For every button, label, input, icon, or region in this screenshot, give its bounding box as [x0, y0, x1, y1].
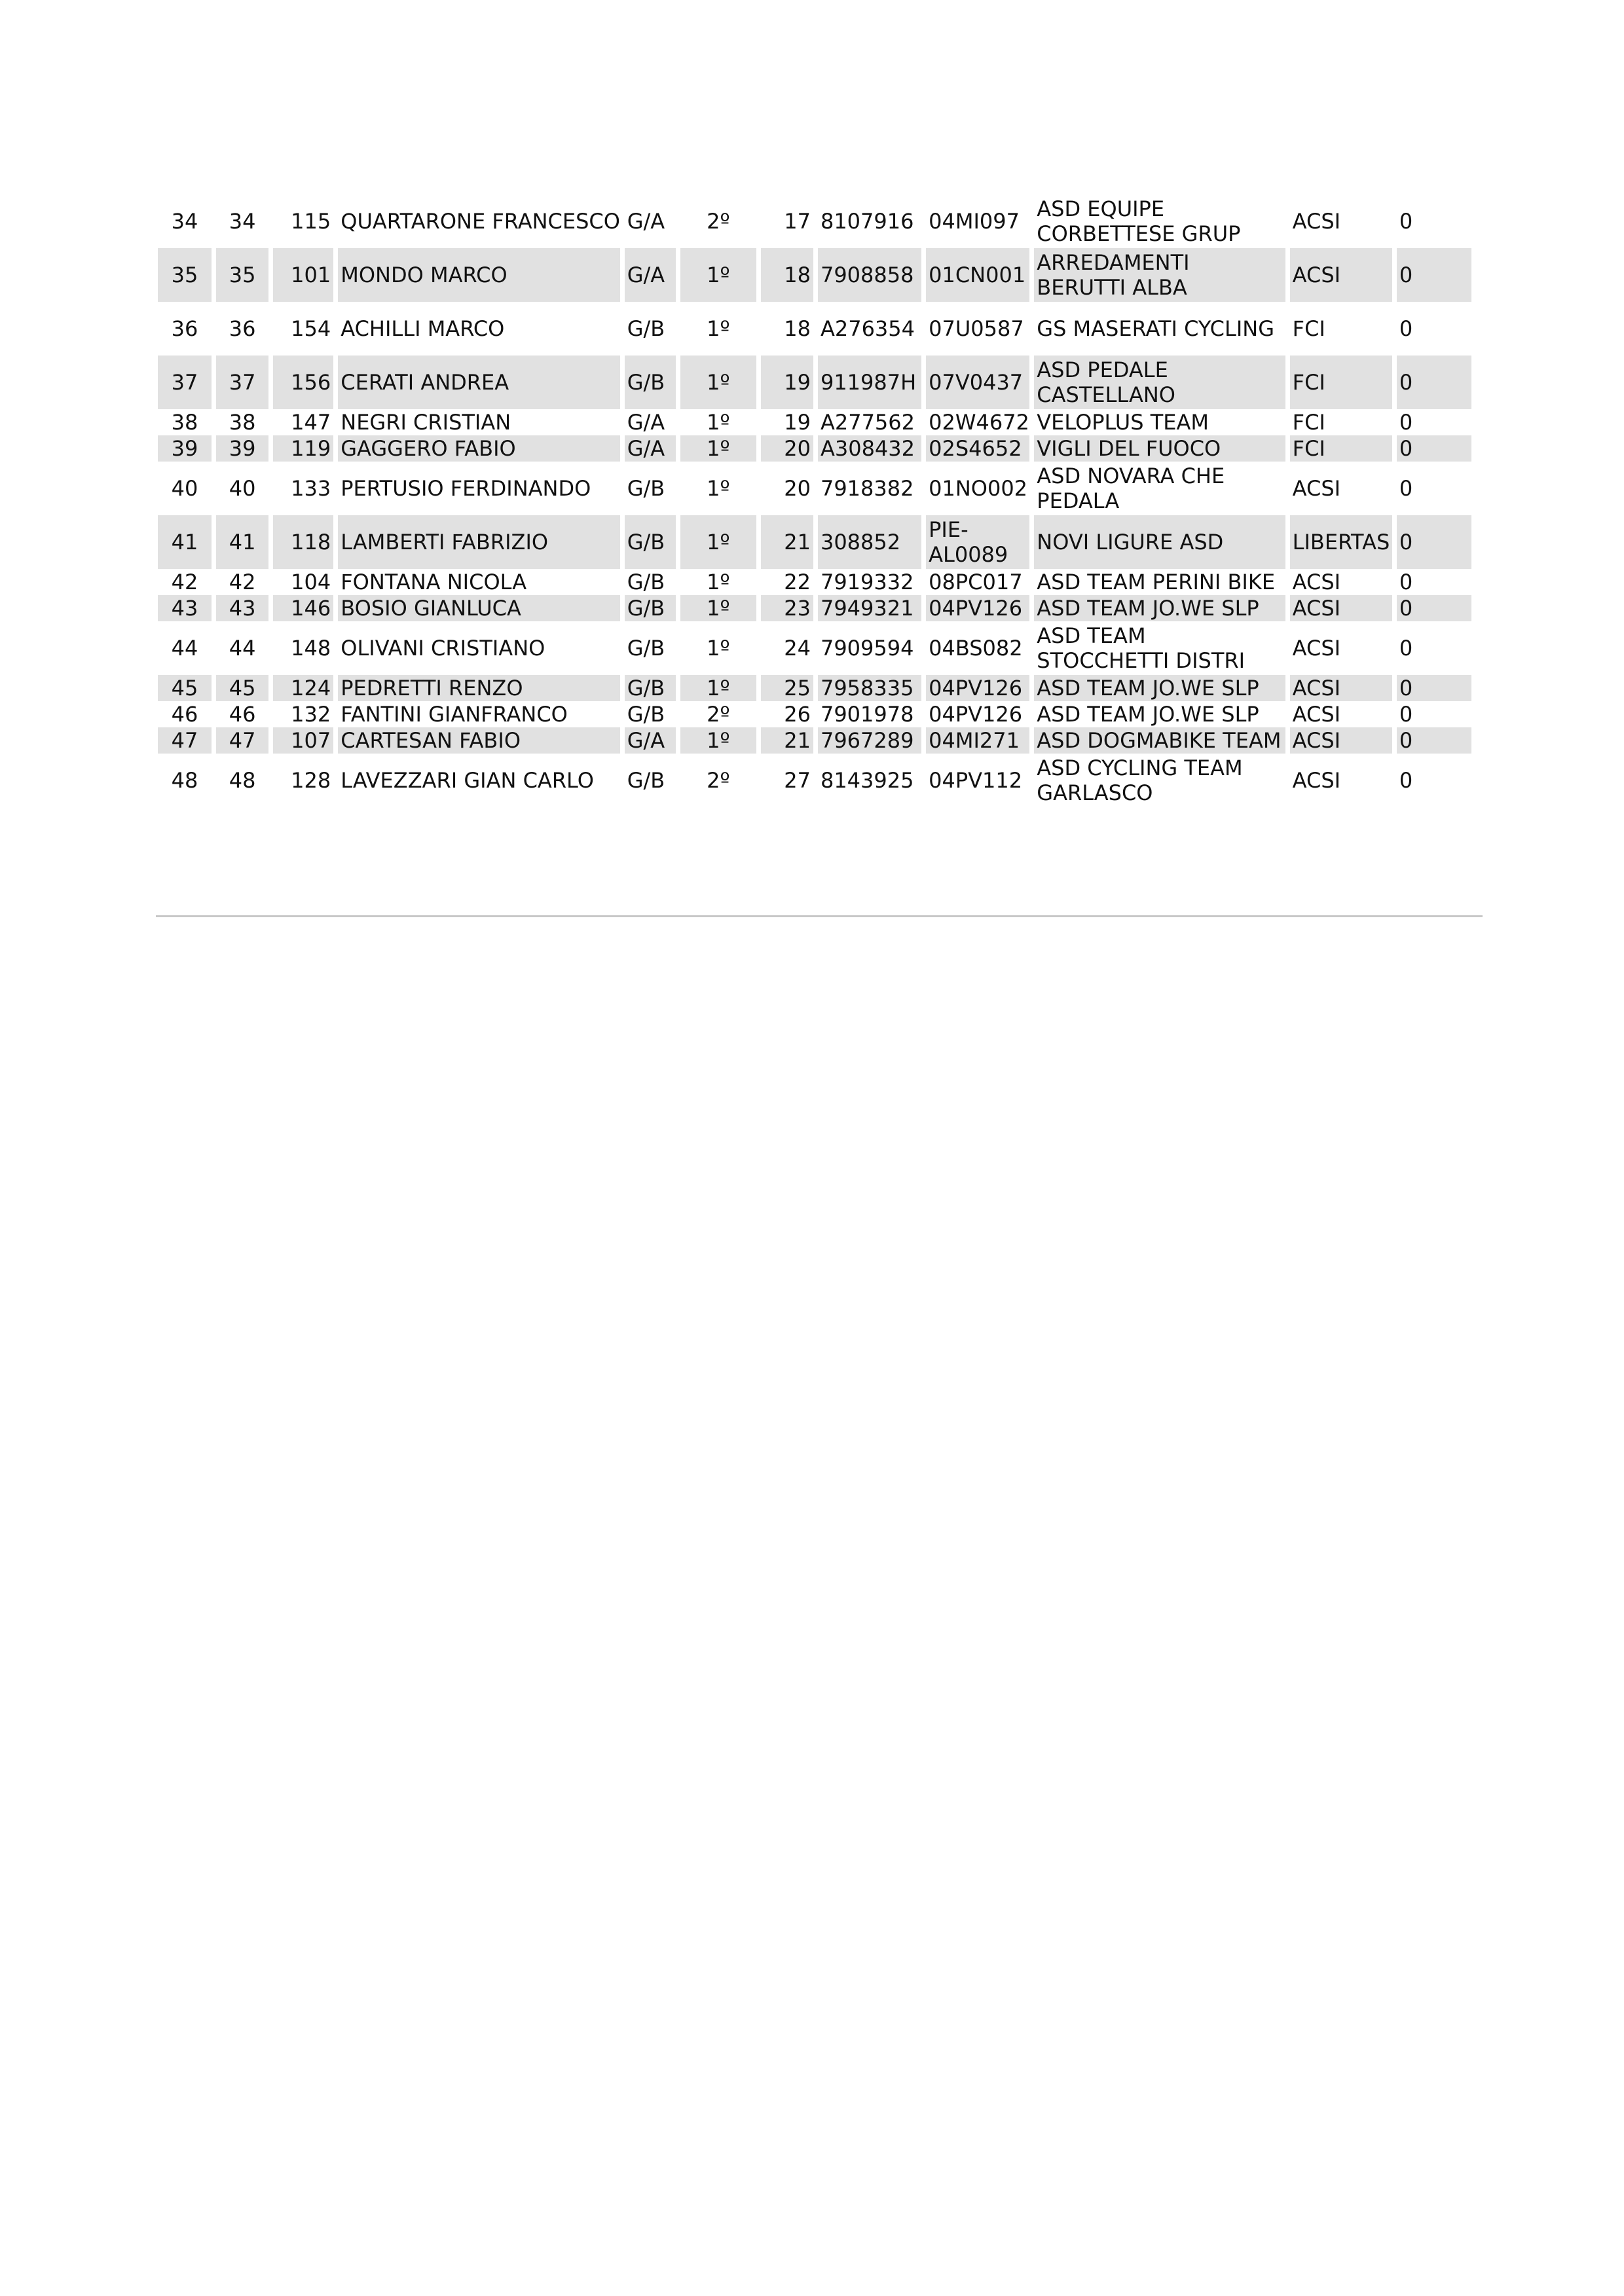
- cell-category-position: 44: [229, 636, 256, 661]
- table-row: [158, 754, 1471, 807]
- cell-team-code: 04MI271: [926, 727, 1029, 754]
- cell-federation: FCI: [1292, 410, 1325, 435]
- results-table: [153, 194, 1476, 807]
- cell-team-code: PIE-AL0089: [926, 515, 1029, 569]
- cell-team-code: 08PC017: [929, 570, 1023, 594]
- cell-rank: 18: [784, 316, 811, 341]
- cell-category-position: 47: [216, 727, 268, 754]
- cell-category-position: 37: [216, 355, 268, 409]
- cell-team-code: 04PV126: [929, 702, 1023, 727]
- table-row: [158, 621, 1471, 675]
- table-row: [158, 355, 1471, 409]
- table-row: [158, 435, 1471, 462]
- cell-license: 308852: [818, 515, 921, 569]
- cell-license: A308432: [818, 435, 921, 462]
- cell-rank: 27: [784, 768, 811, 793]
- cell-rank: 25: [761, 675, 813, 701]
- cell-bib-number: 132: [291, 702, 331, 727]
- cell-team-name: ASD PEDALE CASTELLANO: [1034, 355, 1285, 409]
- cell-rank: 21: [761, 515, 813, 569]
- cell-points: 0: [1397, 515, 1471, 569]
- table-row: [158, 675, 1471, 701]
- cell-category-position: 43: [216, 595, 268, 621]
- cell-position: 39: [158, 435, 212, 462]
- cell-rank: 20: [761, 435, 813, 462]
- cell-rank: 24: [784, 636, 811, 661]
- cell-points: 0: [1399, 768, 1413, 793]
- cell-class: 1º: [680, 675, 756, 701]
- cell-category-position: 39: [216, 435, 268, 462]
- cell-federation: ACSI: [1290, 595, 1392, 621]
- cell-position: 45: [158, 675, 212, 701]
- table-row: [158, 462, 1471, 515]
- cell-team-name: GS MASERATI CYCLING: [1037, 316, 1274, 341]
- cell-points: 0: [1399, 316, 1413, 341]
- cell-points: 0: [1397, 727, 1471, 754]
- cell-rider-name: FANTINI GIANFRANCO: [341, 702, 568, 727]
- cell-rank: 19: [761, 355, 813, 409]
- cell-rider-name: CERATI ANDREA: [338, 355, 619, 409]
- cell-points: 0: [1397, 355, 1471, 409]
- table-row: [158, 727, 1471, 754]
- cell-license: 7908858: [818, 248, 921, 302]
- cell-class: 1º: [680, 355, 756, 409]
- cell-federation: ACSI: [1292, 702, 1341, 727]
- cell-license: 7958335: [818, 675, 921, 701]
- cell-federation: ACSI: [1290, 727, 1392, 754]
- cell-bib-number: 148: [291, 636, 331, 661]
- cell-class: 1º: [680, 435, 756, 462]
- cell-license: A276354: [820, 316, 915, 341]
- cell-federation: ACSI: [1290, 248, 1392, 302]
- cell-class: 2º: [707, 768, 730, 793]
- cell-category: G/B: [627, 316, 665, 341]
- cell-category-position: 41: [216, 515, 268, 569]
- cell-federation: ACSI: [1292, 476, 1341, 501]
- cell-federation: LIBERTAS: [1290, 515, 1392, 569]
- cell-federation: ACSI: [1292, 636, 1341, 661]
- cell-category-position: 45: [216, 675, 268, 701]
- cell-bib-number: 107: [273, 727, 333, 754]
- cell-position: 48: [171, 768, 198, 793]
- cell-team-code: 01CN001: [926, 248, 1029, 302]
- cell-category-position: 40: [229, 476, 256, 501]
- cell-category-position: 46: [229, 702, 256, 727]
- cell-points: 0: [1399, 636, 1413, 661]
- table-row: [158, 515, 1471, 569]
- table-row: [158, 302, 1471, 355]
- cell-federation: ACSI: [1292, 209, 1341, 234]
- cell-class: 1º: [680, 248, 756, 302]
- cell-category: G/B: [627, 636, 665, 661]
- cell-team-code: 07U0587: [929, 316, 1024, 341]
- cell-position: 36: [171, 316, 198, 341]
- cell-rank: 20: [784, 476, 811, 501]
- cell-points: 0: [1399, 209, 1413, 234]
- cell-category: G/A: [625, 248, 676, 302]
- cell-federation: FCI: [1290, 435, 1392, 462]
- cell-class: 1º: [707, 410, 730, 435]
- cell-class: 1º: [680, 727, 756, 754]
- cell-team-name: ASD TEAM STOCCHETTI DISTRI: [1037, 623, 1246, 673]
- cell-bib-number: 154: [291, 316, 331, 341]
- cell-rider-name: ACHILLI MARCO: [341, 316, 505, 341]
- cell-team-name: ASD CYCLING TEAM GARLASCO: [1037, 756, 1243, 805]
- horizontal-rule: [156, 915, 1483, 917]
- table-row: [158, 701, 1471, 727]
- cell-federation: ACSI: [1292, 570, 1341, 594]
- cell-category: G/B: [625, 355, 676, 409]
- cell-team-name: VELOPLUS TEAM: [1037, 410, 1209, 435]
- cell-category: G/A: [625, 435, 676, 462]
- cell-rider-name: QUARTARONE FRANCESCO: [341, 209, 620, 234]
- cell-rank: 26: [784, 702, 811, 727]
- cell-team-code: 02W4672: [929, 410, 1029, 435]
- cell-bib-number: 115: [291, 209, 331, 234]
- cell-license: 8107916: [820, 209, 914, 234]
- cell-license: A277562: [820, 410, 915, 435]
- cell-team-name: ARREDAMENTI BERUTTI ALBA: [1034, 248, 1285, 302]
- cell-team-code: 04PV126: [926, 595, 1029, 621]
- cell-federation: FCI: [1292, 316, 1325, 341]
- cell-points: 0: [1399, 702, 1413, 727]
- cell-team-code: 04PV112: [929, 768, 1023, 793]
- cell-bib-number: 118: [273, 515, 333, 569]
- cell-rider-name: OLIVANI CRISTIANO: [341, 636, 545, 661]
- cell-license: 7919332: [820, 570, 914, 594]
- cell-rank: 23: [761, 595, 813, 621]
- cell-category: G/B: [627, 702, 665, 727]
- cell-position: 43: [158, 595, 212, 621]
- cell-license: 7949321: [818, 595, 921, 621]
- cell-points: 0: [1397, 435, 1471, 462]
- cell-points: 0: [1399, 410, 1413, 435]
- cell-category: G/B: [625, 595, 676, 621]
- cell-category-position: 48: [229, 768, 256, 793]
- cell-rank: 17: [784, 209, 811, 234]
- cell-category-position: 35: [216, 248, 268, 302]
- cell-team-code: 04PV126: [926, 675, 1029, 701]
- cell-points: 0: [1397, 248, 1471, 302]
- cell-team-code: 04BS082: [929, 636, 1023, 661]
- cell-category: G/B: [625, 675, 676, 701]
- cell-license: 911987H: [818, 355, 921, 409]
- cell-team-name: ASD TEAM JO.WE SLP: [1037, 702, 1259, 727]
- cell-team-name: ASD DOGMABIKE TEAM: [1034, 727, 1285, 754]
- table-row: [158, 248, 1471, 302]
- cell-bib-number: 128: [291, 768, 331, 793]
- cell-position: 42: [171, 570, 198, 594]
- table-row: [158, 595, 1471, 621]
- cell-class: 1º: [707, 316, 730, 341]
- cell-position: 37: [158, 355, 212, 409]
- cell-team-code: 02S4652: [926, 435, 1029, 462]
- results-table-body: [158, 194, 1471, 807]
- cell-position: 44: [171, 636, 198, 661]
- cell-team-code: 04MI097: [929, 209, 1020, 234]
- cell-class: 1º: [707, 476, 730, 501]
- cell-position: 40: [171, 476, 198, 501]
- cell-rank: 22: [784, 570, 811, 594]
- cell-category-position: 42: [229, 570, 256, 594]
- cell-federation: ACSI: [1292, 768, 1341, 793]
- cell-federation: ACSI: [1290, 675, 1392, 701]
- cell-rider-name: PERTUSIO FERDINANDO: [341, 476, 591, 501]
- cell-class: 1º: [680, 515, 756, 569]
- cell-rider-name: LAMBERTI FABRIZIO: [338, 515, 619, 569]
- cell-bib-number: 124: [273, 675, 333, 701]
- cell-license: 7918382: [820, 476, 914, 501]
- cell-category-position: 36: [229, 316, 256, 341]
- cell-bib-number: 133: [291, 476, 331, 501]
- cell-rider-name: CARTESAN FABIO: [338, 727, 619, 754]
- cell-rider-name: BOSIO GIANLUCA: [338, 595, 619, 621]
- table-row: [158, 409, 1471, 435]
- cell-points: 0: [1399, 476, 1413, 501]
- cell-class: 1º: [707, 636, 730, 661]
- cell-position: 46: [171, 702, 198, 727]
- cell-position: 47: [158, 727, 212, 754]
- cell-team-name: ASD TEAM PERINI BIKE: [1037, 570, 1276, 594]
- cell-bib-number: 156: [273, 355, 333, 409]
- cell-position: 38: [171, 410, 198, 435]
- table-row: [158, 194, 1471, 248]
- cell-bib-number: 104: [291, 570, 331, 594]
- cell-rider-name: GAGGERO FABIO: [338, 435, 619, 462]
- cell-category: G/B: [627, 570, 665, 594]
- cell-license: 7967289: [818, 727, 921, 754]
- cell-rider-name: FONTANA NICOLA: [341, 570, 527, 594]
- cell-bib-number: 146: [273, 595, 333, 621]
- cell-class: 1º: [707, 570, 730, 594]
- cell-category: G/A: [627, 410, 665, 435]
- cell-team-name: ASD NOVARA CHE PEDALA: [1037, 464, 1225, 513]
- cell-points: 0: [1397, 595, 1471, 621]
- cell-category: G/A: [625, 727, 676, 754]
- cell-team-code: 01NO002: [929, 476, 1028, 501]
- cell-category: G/B: [625, 515, 676, 569]
- cell-license: 7909594: [820, 636, 914, 661]
- cell-points: 0: [1397, 675, 1471, 701]
- cell-points: 0: [1399, 570, 1413, 594]
- cell-team-name: ASD TEAM JO.WE SLP: [1034, 595, 1285, 621]
- cell-license: 7901978: [820, 702, 914, 727]
- cell-position: 41: [158, 515, 212, 569]
- cell-rider-name: NEGRI CRISTIAN: [341, 410, 511, 435]
- cell-team-name: VIGLI DEL FUOCO: [1034, 435, 1285, 462]
- cell-category: G/A: [627, 209, 665, 234]
- cell-rider-name: PEDRETTI RENZO: [338, 675, 619, 701]
- cell-position: 34: [171, 209, 198, 234]
- cell-rank: 21: [761, 727, 813, 754]
- cell-rank: 18: [761, 248, 813, 302]
- cell-license: 8143925: [820, 768, 914, 793]
- cell-class: 2º: [707, 702, 730, 727]
- cell-federation: FCI: [1290, 355, 1392, 409]
- cell-team-code: 07V0437: [926, 355, 1029, 409]
- cell-team-name: ASD TEAM JO.WE SLP: [1034, 675, 1285, 701]
- cell-class: 2º: [707, 209, 730, 234]
- cell-bib-number: 147: [291, 410, 331, 435]
- cell-rank: 19: [784, 410, 811, 435]
- cell-class: 1º: [680, 595, 756, 621]
- cell-bib-number: 119: [273, 435, 333, 462]
- cell-bib-number: 101: [273, 248, 333, 302]
- cell-category: G/B: [627, 768, 665, 793]
- cell-category-position: 34: [229, 209, 256, 234]
- cell-category-position: 38: [229, 410, 256, 435]
- table-row: [158, 569, 1471, 595]
- cell-rider-name: MONDO MARCO: [338, 248, 619, 302]
- cell-position: 35: [158, 248, 212, 302]
- cell-rider-name: LAVEZZARI GIAN CARLO: [341, 768, 594, 793]
- cell-team-name: NOVI LIGURE ASD: [1034, 515, 1285, 569]
- cell-team-name: ASD EQUIPE CORBETTESE GRUP: [1037, 196, 1241, 246]
- cell-category: G/B: [627, 476, 665, 501]
